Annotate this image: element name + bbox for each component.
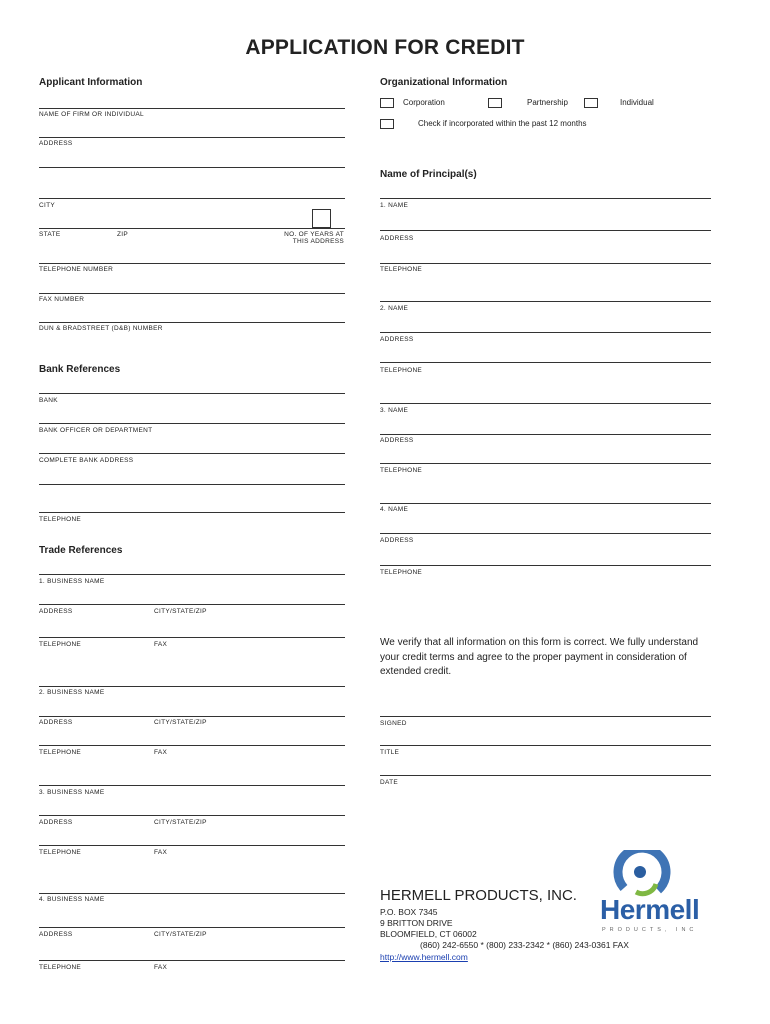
principal3-telephone-label: TELEPHONE xyxy=(380,467,423,474)
trade1-name-label: 1. BUSINESS NAME xyxy=(39,578,105,585)
trade4-csz-label: CITY/STATE/ZIP xyxy=(154,931,207,938)
trade3-address-label: ADDRESS xyxy=(39,819,73,826)
trade1-csz-label: CITY/STATE/ZIP xyxy=(154,608,207,615)
bank-line[interactable] xyxy=(39,393,345,394)
firm-name-label: NAME OF FIRM OR INDIVIDUAL xyxy=(39,111,144,118)
bank-officer-line[interactable] xyxy=(39,423,345,424)
corporation-checkbox[interactable] xyxy=(380,98,394,108)
incorporated-label: Check if incorporated within the past 12 months xyxy=(418,119,587,128)
bank-address-line[interactable] xyxy=(39,453,345,454)
trade4-telephone-label: TELEPHONE xyxy=(39,964,82,971)
bank-address-line-2[interactable] xyxy=(39,484,345,485)
principal1-name-label: 1. NAME xyxy=(380,202,409,209)
principal1-name-line[interactable] xyxy=(380,230,711,231)
individual-label: Individual xyxy=(620,98,654,107)
trade2-name-line[interactable] xyxy=(39,686,345,687)
telephone-line[interactable] xyxy=(39,263,345,264)
principal3-telephone-line[interactable] xyxy=(380,503,711,504)
trade2-fax-label: FAX xyxy=(154,749,168,756)
logo-subtitle: PRODUCTS, INC xyxy=(602,927,698,933)
trade3-name-label: 3. BUSINESS NAME xyxy=(39,789,105,796)
principal3-address-line[interactable] xyxy=(380,463,711,464)
trade4-name-label: 4. BUSINESS NAME xyxy=(39,896,105,903)
dnb-line[interactable] xyxy=(39,322,345,323)
trade4-fax-label: FAX xyxy=(154,964,168,971)
trade3-csz-label: CITY/STATE/ZIP xyxy=(154,819,207,826)
bank-address-label: COMPLETE BANK ADDRESS xyxy=(39,457,134,464)
company-po: P.O. BOX 7345 xyxy=(380,907,438,917)
title-line[interactable] xyxy=(380,745,711,746)
hermell-logo xyxy=(596,850,706,940)
principal2-telephone-label: TELEPHONE xyxy=(380,367,423,374)
bank-telephone-line[interactable] xyxy=(39,512,345,513)
trade2-telephone-line[interactable] xyxy=(39,745,345,746)
trade4-address-label: ADDRESS xyxy=(39,931,73,938)
signed-label: SIGNED xyxy=(380,720,407,727)
date-line[interactable] xyxy=(380,775,711,776)
trade1-address-line[interactable] xyxy=(39,604,345,605)
principal2-address-line[interactable] xyxy=(380,362,711,363)
trade4-name-line[interactable] xyxy=(39,893,345,894)
trade1-name-line[interactable] xyxy=(39,574,345,575)
address-line-2[interactable] xyxy=(39,167,345,168)
trade2-address-label: ADDRESS xyxy=(39,719,73,726)
principal1-address-line[interactable] xyxy=(380,263,711,264)
trade3-fax-label: FAX xyxy=(154,849,168,856)
firm-name-line[interactable] xyxy=(39,108,345,109)
trade1-telephone-label: TELEPHONE xyxy=(39,641,82,648)
partnership-checkbox[interactable] xyxy=(488,98,502,108)
principal3-address-label: ADDRESS xyxy=(380,437,414,444)
principal4-name-line[interactable] xyxy=(380,533,711,534)
trade2-telephone-label: TELEPHONE xyxy=(39,749,82,756)
address-line[interactable] xyxy=(39,137,345,138)
trade3-name-line[interactable] xyxy=(39,785,345,786)
principal-top-line xyxy=(380,198,711,199)
dnb-label: DUN & BRADSTREET (D&B) NUMBER xyxy=(39,325,163,332)
principal2-name-line[interactable] xyxy=(380,332,711,333)
principal4-name-label: 4. NAME xyxy=(380,506,409,513)
corporation-label: Corporation xyxy=(403,98,445,107)
verify-statement: We verify that all information on this form is correct. We fully understand your credit terms and agree to the proper payment in consideration of extended credit. xyxy=(380,637,699,677)
trade1-telephone-line[interactable] xyxy=(39,637,345,638)
bank-officer-label: BANK OFFICER OR DEPARTMENT xyxy=(39,427,153,434)
years-box[interactable] xyxy=(312,209,331,228)
principal4-address-label: ADDRESS xyxy=(380,537,414,544)
individual-checkbox[interactable] xyxy=(584,98,598,108)
trade3-telephone-line[interactable] xyxy=(39,845,345,846)
company-website-link[interactable]: http://www.hermell.com xyxy=(380,952,468,962)
bank-label: BANK xyxy=(39,397,58,404)
principals-heading: Name of Principal(s) xyxy=(380,169,477,180)
principal1-telephone-label: TELEPHONE xyxy=(380,266,423,273)
incorporated-checkbox[interactable] xyxy=(380,119,394,129)
state-label: STATE xyxy=(39,231,61,238)
partnership-label: Partnership xyxy=(527,98,568,107)
trade1-address-label: ADDRESS xyxy=(39,608,73,615)
telephone-label: TELEPHONE NUMBER xyxy=(39,266,114,273)
bank-telephone-label: TELEPHONE xyxy=(39,516,82,523)
principal2-name-label: 2. NAME xyxy=(380,305,409,312)
trade2-csz-label: CITY/STATE/ZIP xyxy=(154,719,207,726)
company-phones: (860) 242-6550 * (800) 233-2342 * (860) 243-0361 FAX xyxy=(420,940,629,950)
principal3-name-label: 3. NAME xyxy=(380,407,409,414)
company-name: HERMELL PRODUCTS, INC. xyxy=(380,887,577,904)
trade2-name-label: 2. BUSINESS NAME xyxy=(39,689,105,696)
company-city: BLOOMFIELD, CT 06002 xyxy=(380,929,477,939)
trade-heading: Trade References xyxy=(39,545,123,556)
company-street: 9 BRITTON DRIVE xyxy=(380,918,453,928)
trade3-telephone-label: TELEPHONE xyxy=(39,849,82,856)
trade4-telephone-line[interactable] xyxy=(39,960,345,961)
applicant-heading: Applicant Information xyxy=(39,77,143,88)
page-title: APPLICATION FOR CREDIT xyxy=(245,36,525,59)
state-zip-line[interactable] xyxy=(39,228,345,229)
principal4-address-line[interactable] xyxy=(380,565,711,566)
years-label: NO. OF YEARS AT THIS ADDRESS xyxy=(284,231,344,245)
trade2-address-line[interactable] xyxy=(39,716,345,717)
fax-line[interactable] xyxy=(39,293,345,294)
trade3-address-line[interactable] xyxy=(39,815,345,816)
title-label: TITLE xyxy=(380,749,400,756)
trade4-address-line[interactable] xyxy=(39,927,345,928)
principal3-name-line[interactable] xyxy=(380,434,711,435)
principal4-telephone-label: TELEPHONE xyxy=(380,569,423,576)
city-label: CITY xyxy=(39,202,56,209)
city-line[interactable] xyxy=(39,198,345,199)
bank-heading: Bank References xyxy=(39,364,121,375)
principal2-telephone-line[interactable] xyxy=(380,403,711,404)
org-heading: Organizational Information xyxy=(380,77,508,88)
logo-wordmark: Hermell xyxy=(600,894,700,925)
address-label: ADDRESS xyxy=(39,140,73,147)
principal1-address-label: ADDRESS xyxy=(380,235,414,242)
zip-label: ZIP xyxy=(117,231,129,238)
signed-line[interactable] xyxy=(380,716,711,717)
principal2-address-label: ADDRESS xyxy=(380,336,414,343)
fax-label: FAX NUMBER xyxy=(39,296,85,303)
date-label: DATE xyxy=(380,779,399,786)
principal1-telephone-line[interactable] xyxy=(380,301,711,302)
trade1-fax-label: FAX xyxy=(154,641,168,648)
